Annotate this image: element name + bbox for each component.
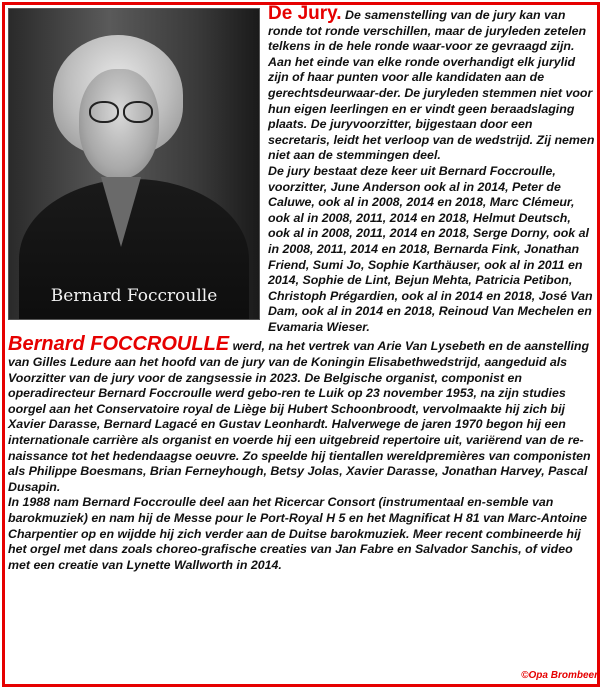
glasses-right-icon [123,101,153,123]
glasses-left-icon [89,101,119,123]
bio-paragraph-2: In 1988 nam Bernard Foccroulle deel aan het Ricercar Consort (instrumentaal en-semble van barokmuziek) en nam hij de Messe pour le Port-Royal H 5 en het Magnificat H 81 van Marc-Antoine Charpentier op en wijdde hij zich verder aan de Duitse barokmuziek. Meer recent combineerde hij het orgel met dans zoals choreo-grafische creaties van Jan Fabre en Salvador Sanchis, of video met een creatie van Lynette Wallworth in 2014. [8,495,588,572]
jury-members-paragraph: De jury bestaat deze keer uit Bernard Foccroulle, voorzitter, June Anderson ook al in 2014, Peter de Caluwe, ook al in 2008, 2014 en 2018, Marc Clémeur, ook al in 2008, 2011, 2014 en 2018, Helmut Deutsch, ook al in 2008, 2011, 2014 en 2018, Serge Dorny, ook al in 2008, 2011, 2014 en 2018, Bernarda Fink, Jonathan Friend, Sumi Jo, Sophie Karthäuser, ook al in 2011 en 2014, Sophie de Lint, Bejun Mehta, Patricia Petibon, Christoph Prégardien, ook al in 2014 en 2018, José Van Dam, ook al in 2014 en 2018, Reinoud Van Mechelen en Evamaria Wieser. [268,163,593,334]
article [8,3,596,573]
portrait-photo [8,8,260,320]
copyright-credit: ©Opa Brombeer [521,670,598,681]
bio-text: werd, na het vertrek van Arie Van Lysebeth en de aanstelling van Gilles Ledure aan het hoofd van de jury van de Koningin Elisabethwedstrijd, aangeduid als Voorzitter van de jury voor de zangsessie in 2023. De Belgische organist, componist en operadirecteur Bernard Foccroulle werd gebo-ren te Luik op 23 november 1953, na zijn studies oorgel aan het Conservatoire royal de Liège bij Hubert Schoonbroodt, vervolmaakte hij zich bij Xavier Darasse, Bernard Lagacé en Gustav Leonhardt. Halverwege de jaren 1970 begon hij een internationale carrière als organist en voerde hij een uitgebreid repertoire uit, variërend van de re-naissance tot het hedendaagse oeuvre. Zo speelde hij tientallen wereldpremières van componisten als Philippe Boesmans, Brian Ferneyhough, Betsy Jolas, Xavier Darasse, Jonathan Harvey, Pascal Dusapin. [8,339,591,494]
jury-text: De samenstelling van de jury kan van ronde tot ronde verschillen, maar de juryleden zetelen telkens in de hele ronde waar-voor ze gevraagd zijn. Aan het einde van elke ronde overhandigt elk jurylid zijn of haar punten voor alle kandidaten aan de gerechtsdeurwaar-der. De juryleden stemmen niet voor hun eigen leerlingen en er vindt geen beraadslaging plaats. De juryvoorzitter, bijgestaan door een secretaris, leidt het verloop van de wedstrijd. Zij nemen niet aan de stemmingen deel. [268,8,595,163]
jury-heading: De Jury. [268,3,342,24]
photo-caption: Bernard Foccroulle [50,286,218,307]
bio-heading: Bernard FOCCROULLE [8,333,230,356]
photo-face [79,69,159,179]
bio-paragraph [8,333,596,495]
